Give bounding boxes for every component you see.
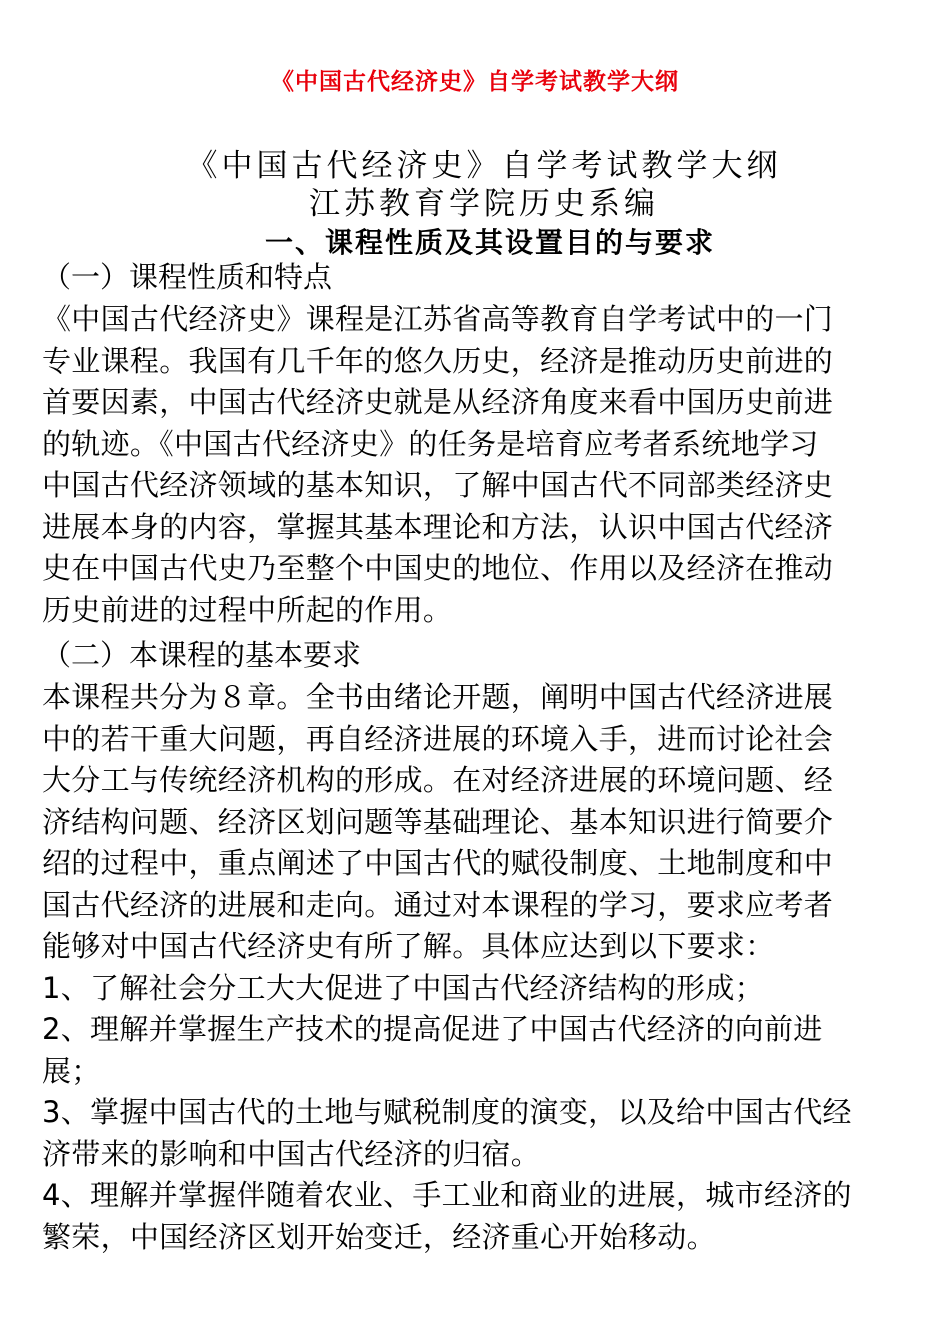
text-line: 《中国古代经济史》课程是江苏省高等教育自学考试中的一门	[42, 302, 834, 336]
requirement-item-4-cont: 繁荣，中国经济区划开始变迁，经济重心开始移动。	[42, 1219, 716, 1254]
subsection-heading-1: （一）课程性质和特点	[42, 260, 333, 294]
text-line: 首要因素，中国古代经济史就是从经济角度来看中国历史前进	[42, 385, 834, 419]
text-line: 的轨迹。《中国古代经济史》的任务是培育应考者系统地学习	[42, 426, 819, 461]
text-line: 中国古代经济领域的基本知识，了解中国古代不同部类经济史	[42, 468, 834, 502]
text-line: 国古代经济的进展和走向。通过对本课程的学习，要求应考者	[42, 887, 834, 922]
requirement-item-3: 3、掌握中国古代的土地与赋税制度的演变，以及给中国古代经	[42, 1095, 852, 1129]
text-line: 能够对中国古代经济史有所了解。具体应达到以下要求：	[42, 929, 775, 963]
requirement-item-1: 1、了解社会分工大大促进了中国古代经济结构的形成；	[42, 970, 764, 1005]
requirement-item-3-cont: 济带来的影响和中国古代经济的归宿。	[42, 1136, 541, 1171]
text-line: 济结构问题、经济区划问题等基础理论、基本知识进行简要介	[42, 804, 834, 839]
document-author: 江苏教育学院历史系编	[309, 186, 659, 222]
text-line: 本课程共分为８章。全书由绪论开题，阐明中国古代经济进展	[42, 680, 834, 714]
text-line: 专业课程。我国有几千年的悠久历史，经济是推动历史前进的	[42, 343, 834, 378]
text-line: 绍的过程中，重点阐述了中国古代的赋役制度、土地制度和中	[42, 846, 834, 880]
requirement-item-2: 2、理解并掌握生产技术的提高促进了中国古代经济的向前进	[42, 1012, 823, 1046]
text-line: 历史前进的过程中所起的作用。	[42, 592, 453, 627]
text-line: 中的若干重大问题，再自经济进展的环境入手，进而讨论社会	[42, 721, 834, 756]
text-line: 进展本身的内容，掌握其基本理论和方法，认识中国古代经济	[42, 509, 834, 544]
running-header: 《中国古代经济史》自学考试教学大纲	[271, 68, 679, 95]
paragraph-course-requirements	[42, 677, 922, 1258]
requirement-item-4: 4、理解并掌握伴随着农业、手工业和商业的进展，城市经济的	[42, 1178, 852, 1212]
text-line: 大分工与传统经济机构的形成。在对经济进展的环境问题、经	[42, 763, 834, 797]
requirement-item-2-cont: 展；	[42, 1053, 101, 1088]
subsection-heading-2: （二）本课程的基本要求	[42, 638, 362, 672]
paragraph-course-nature	[42, 299, 922, 631]
document-title: 《中国古代经济史》自学考试教学大纲	[186, 148, 782, 184]
text-line: 史在中国古代史乃至整个中国史的地位、作用以及经济在推动	[42, 551, 834, 585]
section-heading: 一、课程性质及其设置目的与要求	[264, 226, 715, 259]
